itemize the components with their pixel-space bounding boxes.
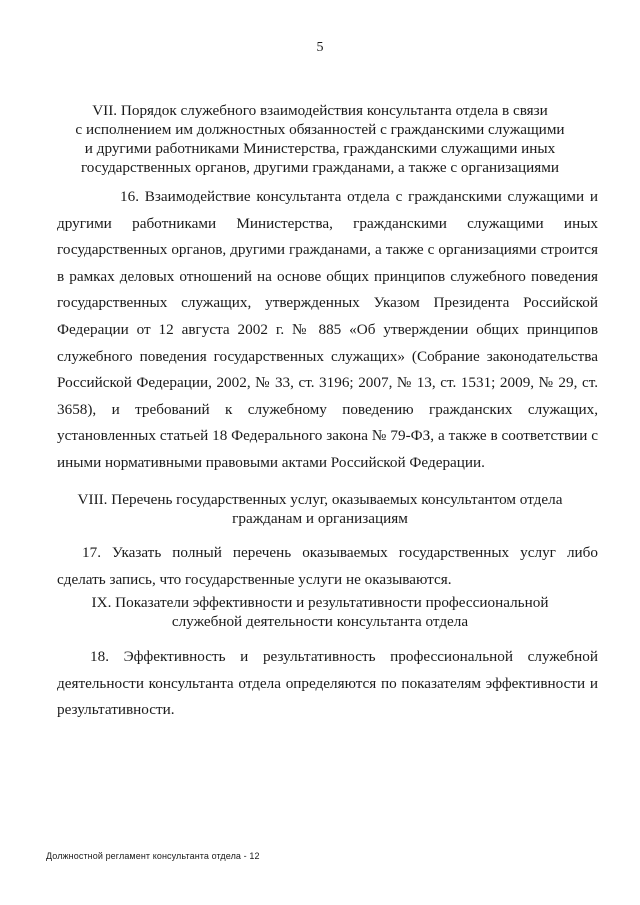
page-number: 5 xyxy=(316,40,324,55)
section-7-heading-line: с исполнением им должностных обязанностей с гражданскими служащими xyxy=(75,121,565,138)
section-8-heading xyxy=(60,490,580,528)
paragraph-16: 16. Взаимодействие консультанта отдела с гражданскими служащими и другими работниками Министерства, гражданскими служащими иных государственных органов, другими гражданами, а также с организациями строится в рамках деловых отношений на основе общих принципов служебного поведения государственных служащих, утвержденных Указом Президента Российской Федерации от 12 августа 2002 г. № 885 «Об утверждении общих принципов служебного поведения государственных служащих» (Собрание законодательства Российской Федерации, 2002, № 33, ст. 3196; 2007, № 13, ст. 1531; 2009, № 29, ст. 3658), и требований к служебному поведению гражданских служащих, установленных статьей 18 Федерального закона № 79-ФЗ, а также в соответствии с иными нормативными правовыми актами Российской Федерации. xyxy=(57,188,598,471)
paragraph-18: 18. Эффективность и результативность профессиональной служебной деятельности консультанта отдела определяются по показателям эффективности и результативности. xyxy=(57,648,598,719)
section-7-heading xyxy=(60,101,580,177)
section-7-heading-line: государственных органов, другими гражданами, а также с организациями xyxy=(80,159,560,176)
section-9-heading xyxy=(60,593,580,631)
section-8-heading-line: гражданам и организациям xyxy=(232,510,408,527)
section-8-heading-line: VIII. Перечень государственных услуг, оказываемых консультантом отдела xyxy=(77,491,563,508)
paragraph-17: 17. Указать полный перечень оказываемых государственных услуг либо сделать запись, что государственные услуги не оказываются. xyxy=(57,544,598,588)
page-footer: Должностной регламент консультанта отдела - 12 xyxy=(46,851,260,861)
section-9-heading-line: служебной деятельности консультанта отдела xyxy=(171,613,469,630)
section-7-heading-line: и другими работниками Министерства, гражданскими служащими иных xyxy=(84,140,556,157)
section-7-heading-line: VII. Порядок служебного взаимодействия консультанта отдела в связи xyxy=(92,102,548,119)
section-9-heading-line: IX. Показатели эффективности и результативности профессиональной xyxy=(91,594,549,611)
